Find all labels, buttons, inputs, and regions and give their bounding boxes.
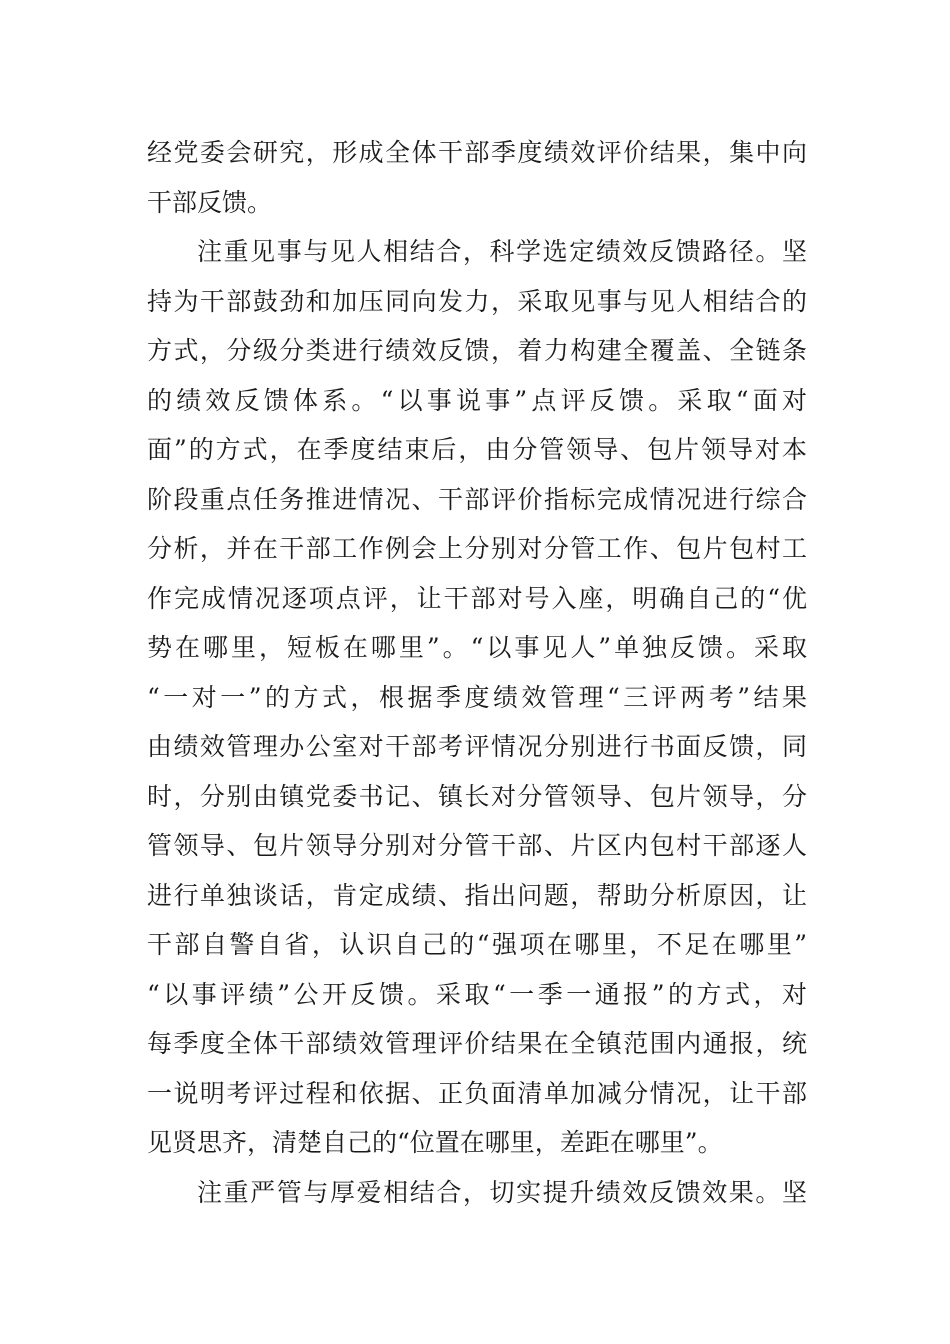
text-line: 干部反馈。: [147, 187, 273, 217]
text-line: 势在哪里，短板在哪里”。“以事见人”单独反馈。采取: [147, 633, 807, 662]
text-line: 作完成情况逐项点评，让干部对号入座，明确自己的“优: [147, 583, 807, 613]
text-line: 时，分别由镇党委书记、镇长对分管领导、包片领导，分: [147, 781, 807, 811]
text-line: 方式，分级分类进行绩效反馈，着力构建全覆盖、全链条: [147, 336, 807, 365]
text-line: 的绩效反馈体系。“以事说事”点评反馈。采取“面对: [147, 385, 807, 415]
text-line: “以事评绩”公开反馈。采取“一季一通报”的方式，对: [147, 979, 807, 1009]
text-line: 阶段重点任务推进情况、干部评价指标完成情况进行综合: [147, 484, 807, 514]
text-line: 一说明考评过程和依据、正负面清单加减分情况，让干部: [147, 1078, 807, 1108]
paragraph-first-line: 注重严管与厚爱相结合，切实提升绩效反馈效果。坚: [197, 1177, 807, 1207]
text-line: 由绩效管理办公室对干部考评情况分别进行书面反馈，同: [147, 732, 807, 761]
paragraph-first-line: 注重见事与见人相结合，科学选定绩效反馈路径。坚: [197, 237, 807, 266]
body-text: [147, 128, 807, 1217]
text-line: 经党委会研究，形成全体干部季度绩效评价结果，集中向: [147, 138, 807, 167]
text-line: “一对一”的方式，根据季度绩效管理“三评两考”结果: [147, 682, 807, 712]
text-line: 分析，并在干部工作例会上分别对分管工作、包片包村工: [147, 534, 807, 563]
text-line: 管领导、包片领导分别对分管干部、片区内包村干部逐人: [147, 831, 807, 860]
text-line: 干部自警自省，认识自己的“强项在哪里，不足在哪里”: [147, 930, 807, 959]
text-line: 持为干部鼓劲和加压同向发力，采取见事与见人相结合的: [147, 286, 807, 316]
text-line: 每季度全体干部绩效管理评价结果在全镇范围内通报，统: [147, 1029, 807, 1058]
text-line: 见贤思齐，清楚自己的“位置在哪里，差距在哪里”。: [147, 1128, 723, 1157]
text-line: 面”的方式，在季度结束后，由分管领导、包片领导对本: [147, 435, 807, 464]
text-line: 进行单独谈话，肯定成绩、指出问题，帮助分析原因，让: [147, 880, 807, 910]
